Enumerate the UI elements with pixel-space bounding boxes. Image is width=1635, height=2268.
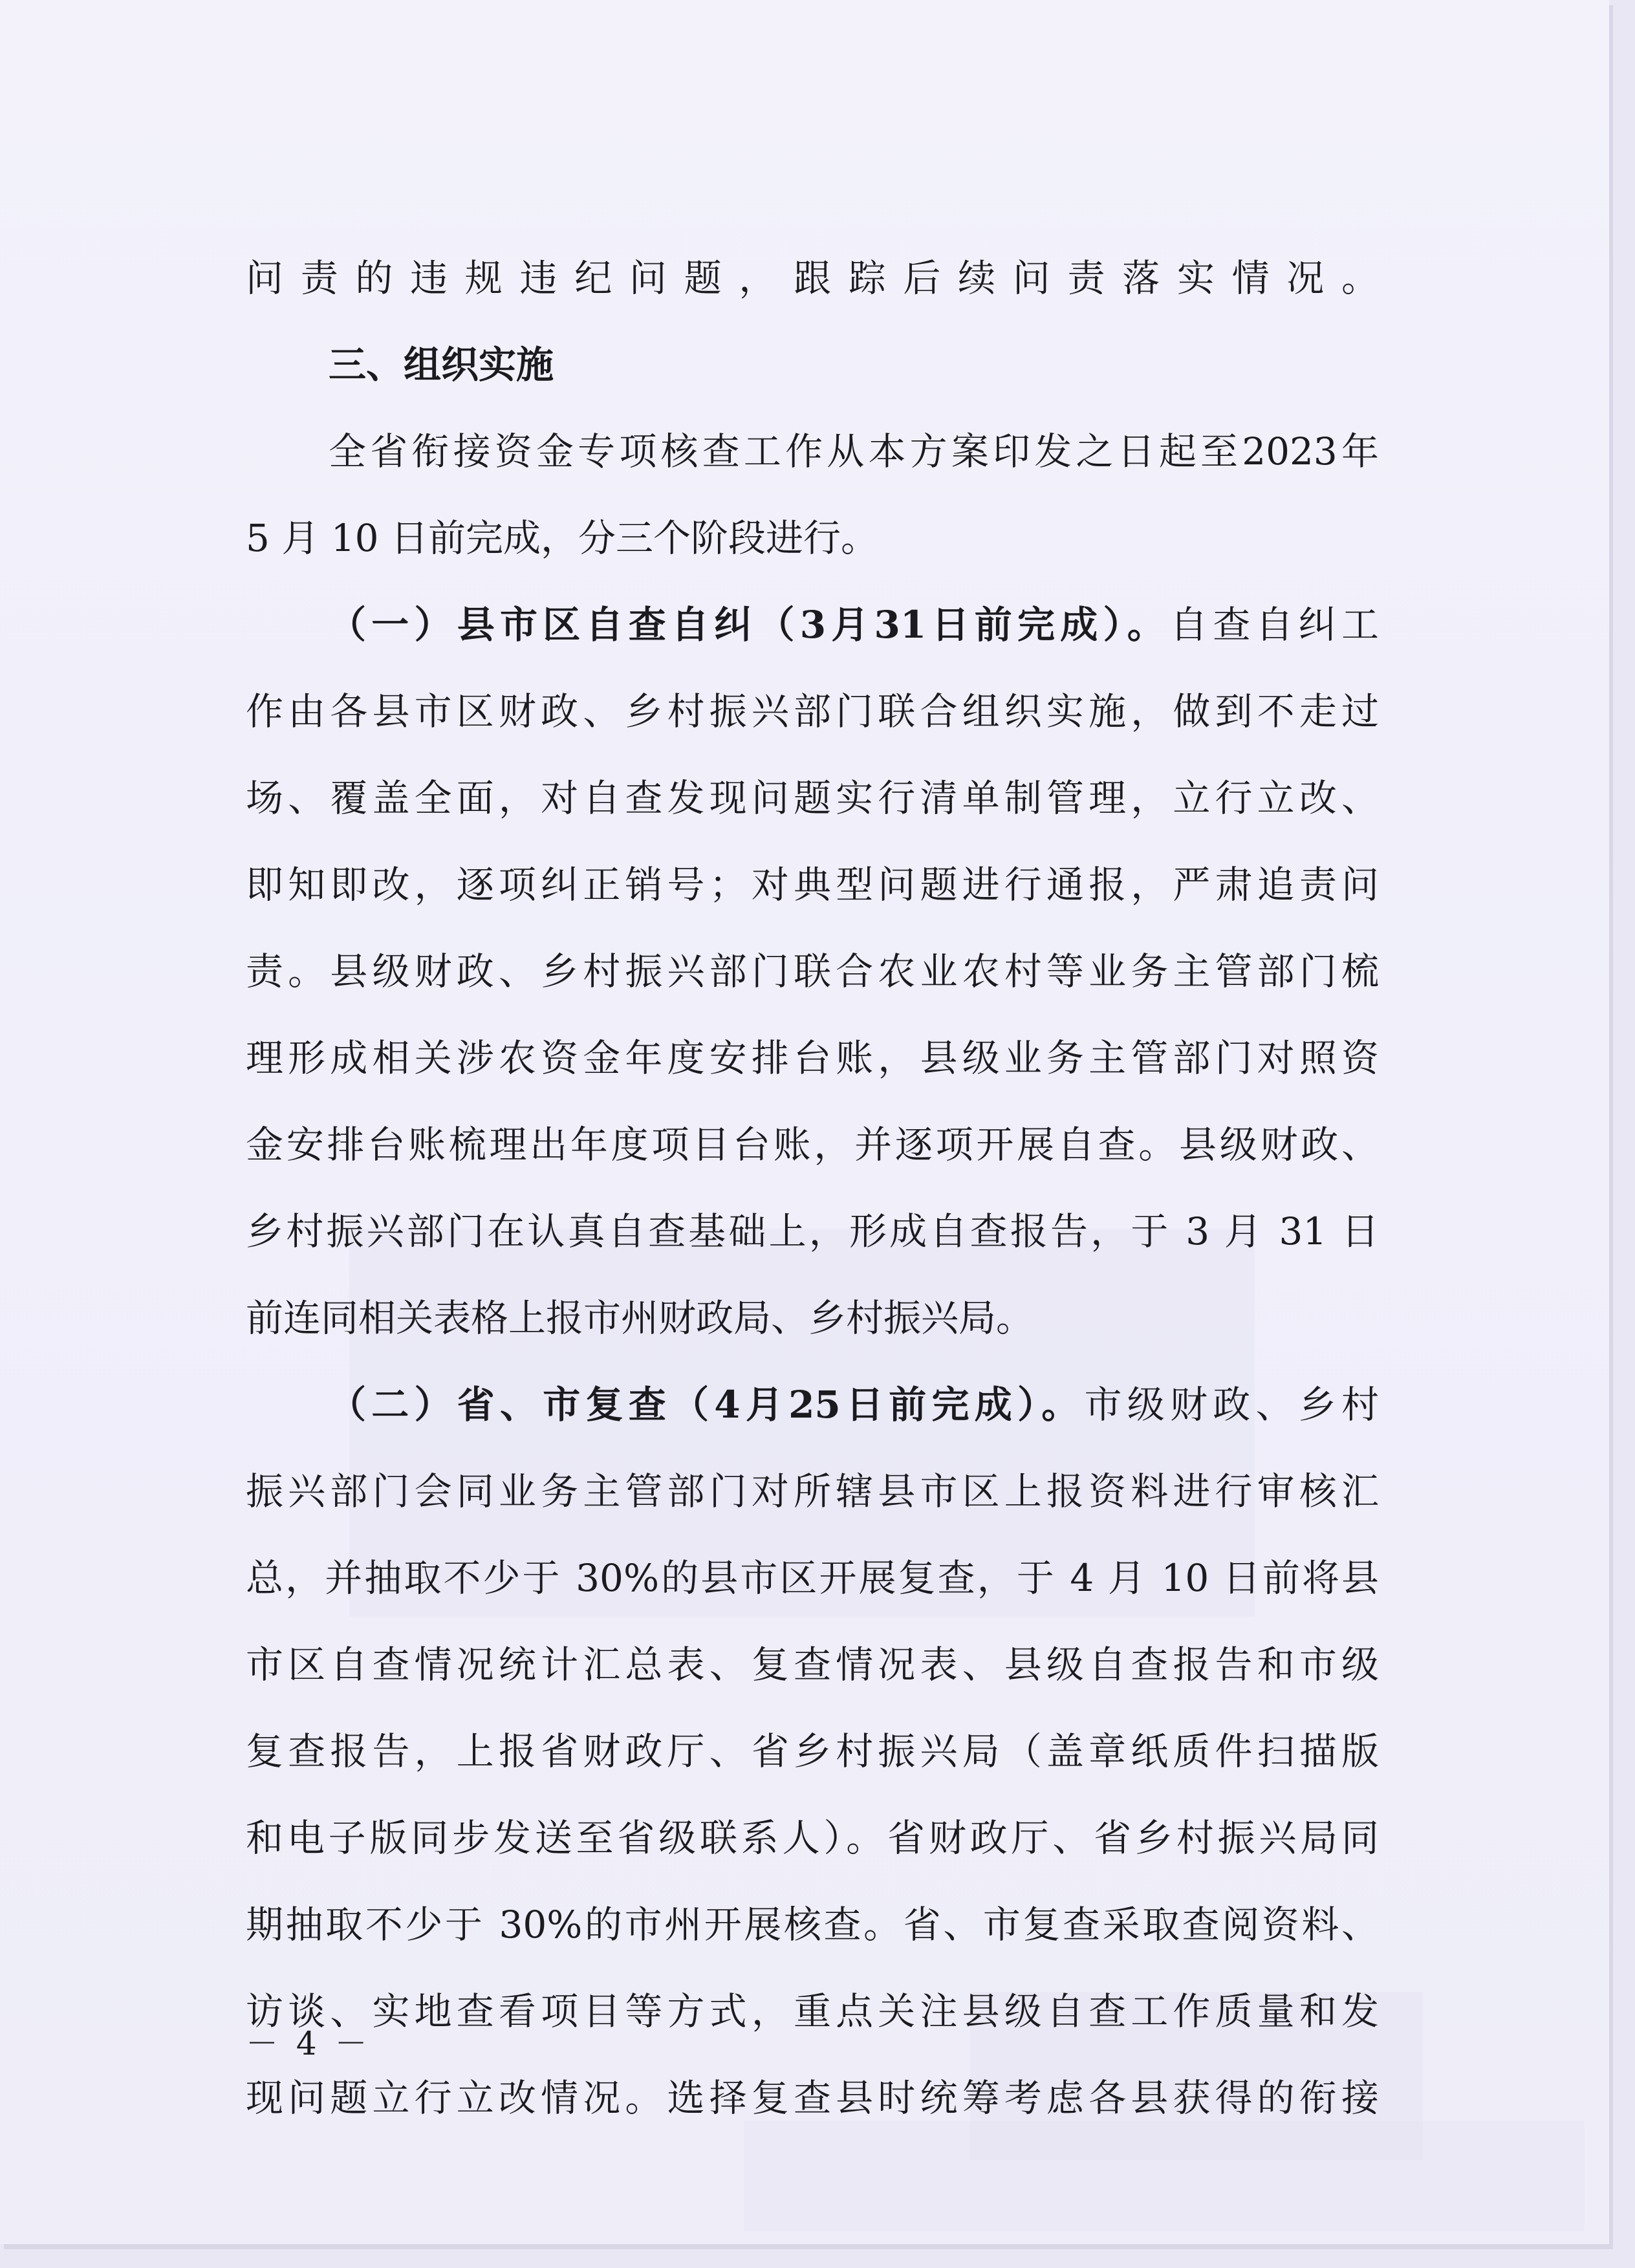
body-line: 市区自查情况统计汇总表、复查情况表、县级自查报告和市级 [246, 1643, 1379, 1687]
body-line: 现问题立行立改情况。选择复查县时统筹考虑各县获得的衔接 [246, 2076, 1379, 2120]
body-line: 期抽取不少于 30%的市州开展核查。省、市复查采取查阅资料、 [246, 1903, 1379, 1947]
body-line: 前连同相关表格上报市州财政局、乡村振兴局。 [246, 1296, 1034, 1340]
document-body [246, 246, 1379, 2152]
body-line: 金安排台账梳理出年度项目台账，并逐项开展自查。县级财政、 [246, 1123, 1379, 1167]
body-line: 即知即改，逐项纠正销号；对典型问题进行通报，严肃追责问 [246, 863, 1379, 907]
body-line: 和电子版同步发送至省级联系人）。省财政厅、省乡村振兴局同 [246, 1816, 1379, 1860]
body-line: 复查报告，上报省财政厅、省乡村振兴局（盖章纸质件扫描版 [246, 1729, 1379, 1773]
subsection-line-2 [246, 1372, 1379, 1459]
subsection-heading-2: （二）省、市复查（4月25日前完成）。 [329, 1383, 1085, 1427]
subsection-line-1 [246, 592, 1379, 679]
subsection-heading-1: （一）县市区自查自纠（3月31日前完成）。 [329, 603, 1170, 647]
body-line: 责。县级财政、乡村振兴部门联合农业农村等业务主管部门梳 [246, 949, 1379, 993]
page-number: － 4 － [246, 2025, 371, 2062]
body-line: 作由各县市区财政、乡村振兴部门联合组织实施，做到不走过 [246, 689, 1379, 733]
body-line: 理形成相关涉农资金年度安排台账，县级业务主管部门对照资 [246, 1036, 1379, 1080]
section-heading: 三、组织实施 [329, 343, 554, 387]
body-line: 场、覆盖全面，对自查发现问题实行清单制管理，立行立改、 [246, 776, 1379, 820]
body-text: 市级财政、乡村 [1084, 1383, 1379, 1427]
body-text: 自查自纠工 [1170, 603, 1379, 647]
body-line: 振兴部门会同业务主管部门对所辖县市区上报资料进行审核汇 [246, 1469, 1379, 1513]
body-line: 5 月 10 日前完成，分三个阶段进行。 [246, 516, 879, 560]
body-line: 乡村振兴部门在认真自查基础上，形成自查报告，于 3 月 31 日 [246, 1209, 1379, 1253]
body-line: 问责的违规违纪问题，跟踪后续问责落实情况。 [246, 256, 1379, 300]
body-line: 访谈、实地查看项目等方式，重点关注县级自查工作质量和发 [246, 1989, 1379, 2033]
body-line: 全省衔接资金专项核查工作从本方案印发之日起至2023年 [329, 429, 1379, 473]
body-line: 总，并抽取不少于 30%的县市区开展复查，于 4 月 10 日前将县 [246, 1556, 1379, 1600]
